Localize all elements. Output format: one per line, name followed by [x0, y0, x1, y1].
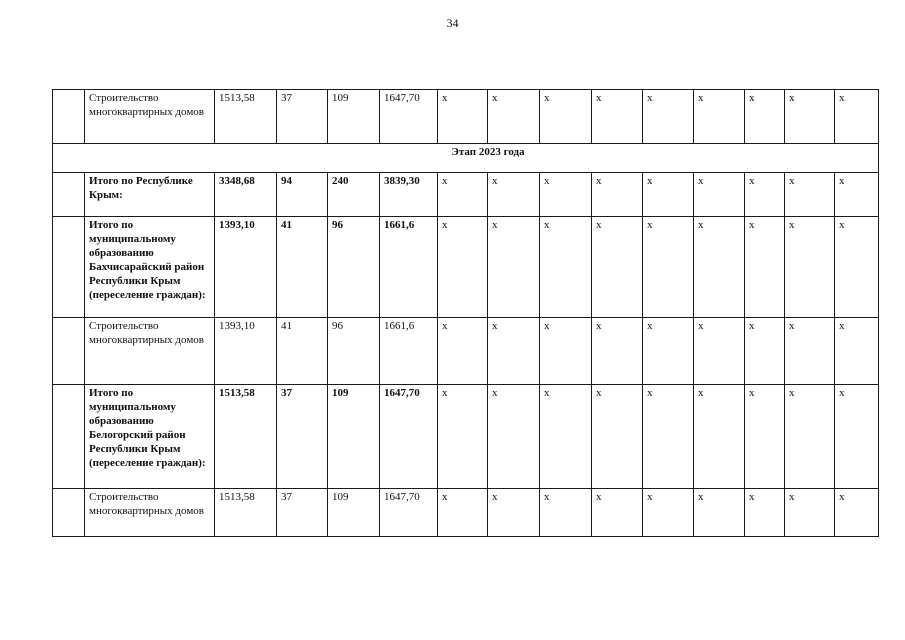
mark-cell: x [540, 489, 592, 537]
mark-cell: x [835, 90, 879, 144]
program-table [52, 89, 879, 537]
mark-cell: x [643, 318, 694, 385]
stage-header-row [53, 144, 879, 173]
mark-cell: x [438, 217, 488, 318]
mark-cell: x [540, 217, 592, 318]
mark-cell: x [488, 385, 540, 489]
mark-cell: x [438, 318, 488, 385]
mark-cell: x [488, 173, 540, 217]
mark-cell: x [785, 318, 835, 385]
mark-cell: x [540, 90, 592, 144]
mark-cell: x [785, 385, 835, 489]
mark-cell: x [438, 173, 488, 217]
mark-cell: x [540, 385, 592, 489]
mark-cell: x [488, 489, 540, 537]
mark-cell: x [694, 173, 745, 217]
mark-cell: x [592, 217, 643, 318]
row-name-cell [85, 385, 215, 489]
row-index-cell [53, 173, 85, 217]
mark-cell: x [643, 173, 694, 217]
mark-cell: x [745, 217, 785, 318]
mark-cell: x [488, 90, 540, 144]
mark-cell: x [694, 217, 745, 318]
value-cell: 37 [277, 489, 328, 537]
mark-cell: x [438, 489, 488, 537]
mark-cell: x [643, 489, 694, 537]
row-name: Строительство многоквартирных домов [89, 491, 204, 517]
mark-cell: x [592, 489, 643, 537]
mark-cell: x [592, 90, 643, 144]
mark-cell: x [643, 385, 694, 489]
row-name: Итого по муниципальному образованию Бахчисарайский район Республики Крым (переселение граждан): [89, 219, 206, 301]
mark-cell: x [592, 318, 643, 385]
row-name-cell [85, 318, 215, 385]
mark-cell: x [835, 489, 879, 537]
value-cell: 96 [328, 217, 380, 318]
page-number: 34 [446, 16, 459, 30]
value-cell: 1393,10 [215, 217, 277, 318]
mark-cell: x [694, 385, 745, 489]
mark-cell: x [745, 489, 785, 537]
table-row [53, 173, 879, 217]
value-cell: 1647,70 [380, 90, 438, 144]
stage-label: Этап 2023 года [451, 146, 525, 158]
value-cell: 1647,70 [380, 489, 438, 537]
row-name: Строительство многоквартирных домов [89, 320, 204, 346]
value-cell: 109 [328, 385, 380, 489]
value-cell: 94 [277, 173, 328, 217]
value-cell: 37 [277, 385, 328, 489]
mark-cell: x [488, 217, 540, 318]
mark-cell: x [694, 489, 745, 537]
row-name-cell [85, 217, 215, 318]
mark-cell: x [745, 318, 785, 385]
mark-cell: x [643, 90, 694, 144]
mark-cell: x [835, 318, 879, 385]
table-row [53, 385, 879, 489]
table-row [53, 217, 879, 318]
value-cell: 1513,58 [215, 90, 277, 144]
row-name: Итого по муниципальному образованию Белогорский район Республики Крым (переселение граждан): [89, 387, 206, 469]
mark-cell: x [785, 173, 835, 217]
mark-cell: x [488, 318, 540, 385]
mark-cell: x [785, 217, 835, 318]
row-name-cell [85, 173, 215, 217]
value-cell: 1661,6 [380, 318, 438, 385]
value-cell: 41 [277, 318, 328, 385]
mark-cell: x [785, 489, 835, 537]
value-cell: 1647,70 [380, 385, 438, 489]
mark-cell: x [438, 90, 488, 144]
row-index-cell [53, 385, 85, 489]
stage-header [53, 144, 879, 173]
row-index-cell [53, 217, 85, 318]
mark-cell: x [835, 385, 879, 489]
mark-cell: x [694, 90, 745, 144]
mark-cell: x [643, 217, 694, 318]
row-index-cell [53, 90, 85, 144]
value-cell: 3839,30 [380, 173, 438, 217]
row-index-cell [53, 489, 85, 537]
value-cell: 1513,58 [215, 489, 277, 537]
row-name: Итого по Республике Крым: [89, 175, 193, 201]
table-row [53, 90, 879, 144]
mark-cell: x [540, 318, 592, 385]
mark-cell: x [540, 173, 592, 217]
mark-cell: x [745, 173, 785, 217]
table-row [53, 489, 879, 537]
table-row [53, 318, 879, 385]
mark-cell: x [592, 385, 643, 489]
row-name-cell [85, 489, 215, 537]
value-cell: 96 [328, 318, 380, 385]
value-cell: 109 [328, 90, 380, 144]
mark-cell: x [694, 318, 745, 385]
mark-cell: x [835, 173, 879, 217]
mark-cell: x [592, 173, 643, 217]
value-cell: 37 [277, 90, 328, 144]
value-cell: 109 [328, 489, 380, 537]
row-index-cell [53, 318, 85, 385]
mark-cell: x [835, 217, 879, 318]
mark-cell: x [785, 90, 835, 144]
value-cell: 3348,68 [215, 173, 277, 217]
value-cell: 1513,58 [215, 385, 277, 489]
row-name: Строительство многоквартирных домов [89, 92, 204, 118]
value-cell: 240 [328, 173, 380, 217]
mark-cell: x [438, 385, 488, 489]
value-cell: 1661,6 [380, 217, 438, 318]
row-name-cell [85, 90, 215, 144]
mark-cell: x [745, 385, 785, 489]
value-cell: 1393,10 [215, 318, 277, 385]
mark-cell: x [745, 90, 785, 144]
value-cell: 41 [277, 217, 328, 318]
